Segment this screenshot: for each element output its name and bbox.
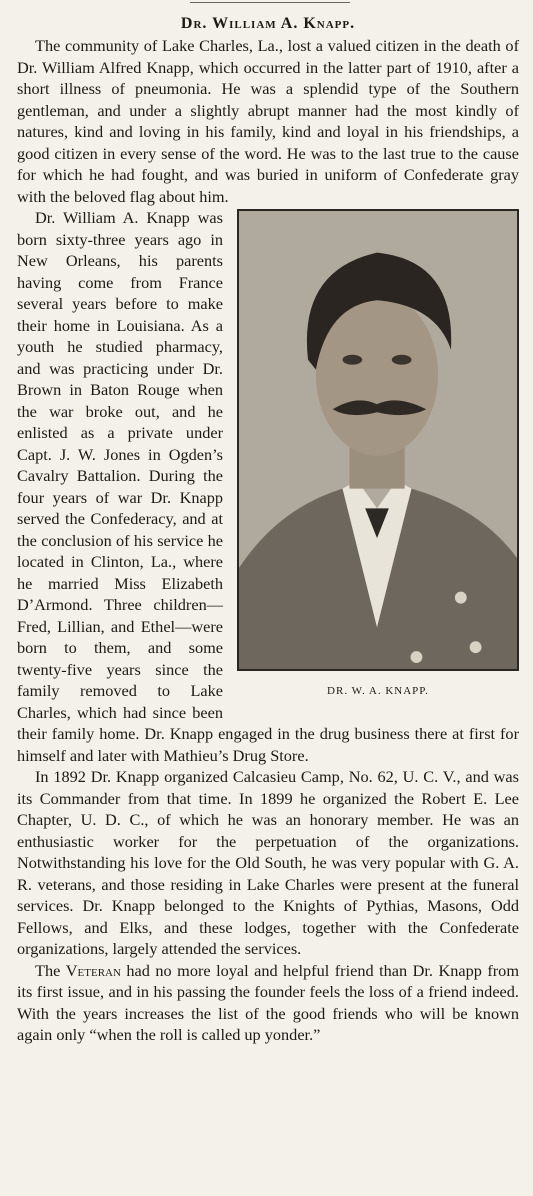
portrait-photo <box>237 209 519 671</box>
paragraph-3: In 1892 Dr. Knapp organized Calcasieu Camp, No. 62, U. C. V., and was its Commander from that time. In 1899 he organized the Robert E. Lee Chapter, U. D. C., of which he was an honorary member. He was an enthusiastic worker for the perpetuation of the organizations. Notwithstanding his love for the Old South, he was very popular with G. A. R. veterans, and those residing in Lake Charles were present at the funeral services. Dr. Knapp belonged to the Knights of Pythias, Masons, Odd Fellows, and Elks, and these lodges, together with the Confederate organizations, largely attended the services. <box>17 767 519 958</box>
paragraph-4-rest: had no more loyal and helpful friend than Dr. Knapp from its first issue, and in his passing the founder feels the loss of a friend indeed. With the years increases the list of the good friends who will be known again only “when the roll is called up yonder.” <box>17 960 519 1044</box>
veteran-name: Veteran <box>65 960 121 980</box>
paragraph-2: Dr. William A. Knapp was born sixty-three years ago in New Orleans, his parents having come from France several years before to make their home in Louisiana. As a youth he studied pharmacy, and was practicing under Dr. Brown in Baton Rouge when the war broke out, and he enlisted as a private under Capt. J. W. Jones in Ogden’s Cavalry Battalion. During the four years of war Dr. Knapp served the Confederacy, and at the conclusion of his service he located in Clinton, La., where he married Miss Elizabeth D’Armond. Three children—Fred, Lillian, and Ethel—were born to them, and some twenty-five years since the family removed to Lake Charles, which had since been their family home. Dr. Knapp engaged in the drug business there at first for himself and later with Mathieu’s Drug Store. <box>17 208 519 765</box>
paragraph-4-lead: The <box>35 960 66 980</box>
portrait-figure <box>237 209 519 698</box>
article-body <box>17 35 519 1046</box>
portrait-caption: DR. W. A. KNAPP. <box>327 685 429 697</box>
paragraph-4 <box>17 960 519 1046</box>
paragraph-1: The community of Lake Charles, La., lost a valued citizen in the death of Dr. William Alfred Knapp, which occurred in the latter part of 1910, after a short illness of pneumonia. He was a splendid type of the Southern gentleman, and under a slightly abrupt manner had the most kindly of natures, kind and loving in his family, kind and loyal in his friendships, a good citizen in every sense of the word. He was to the last true to the cause for which he had fought, and was buried in uniform of Confederate gray with the beloved flag about him. <box>17 36 519 206</box>
top-rule <box>190 2 350 3</box>
article-title: Dr. William A. Knapp. <box>180 15 356 32</box>
